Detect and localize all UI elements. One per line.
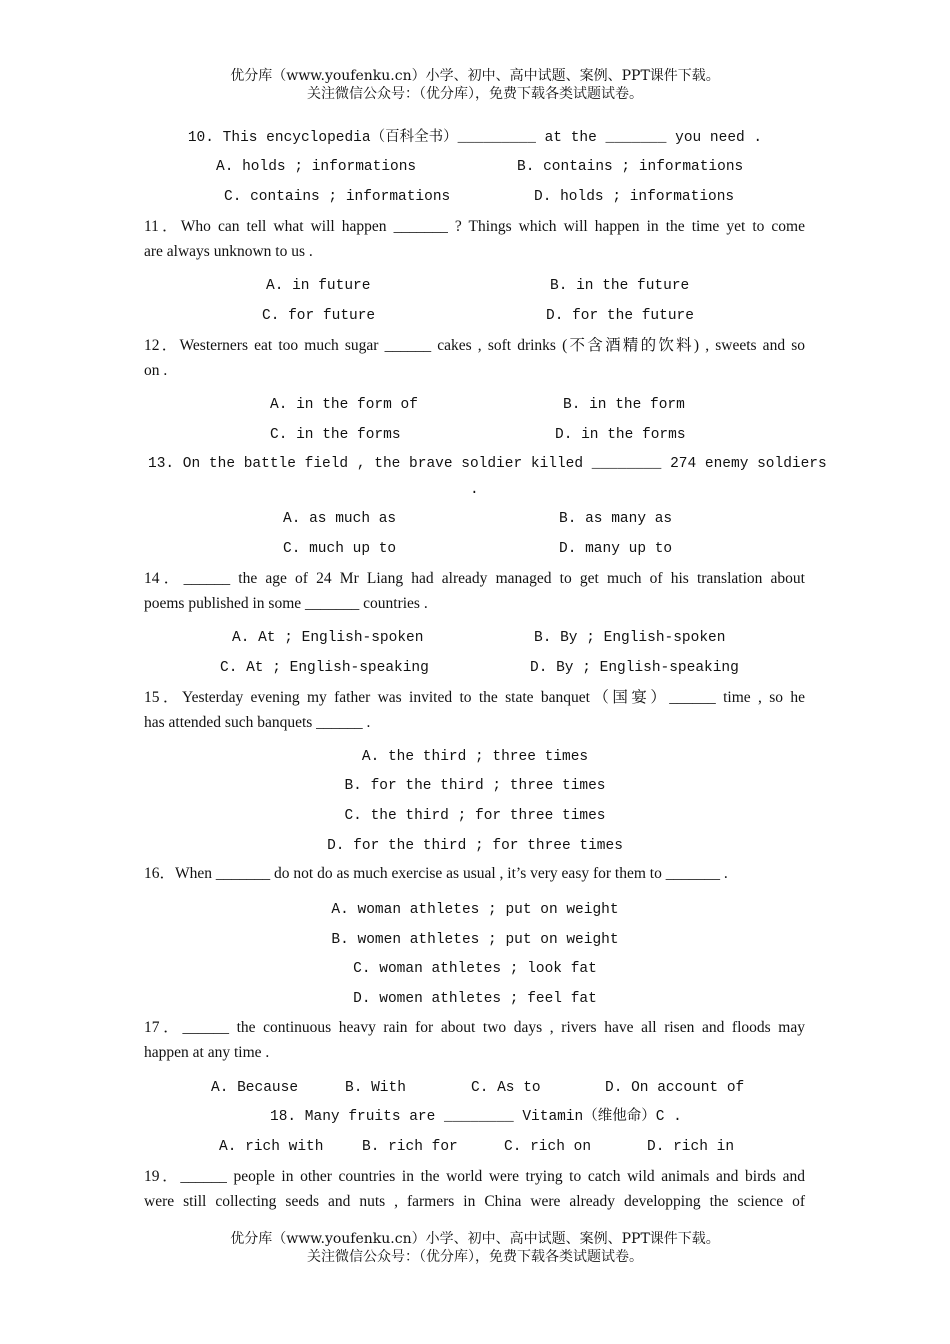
q16-option-a: A. woman athletes ; put on weight	[331, 902, 619, 918]
q16-option-c: C. woman athletes ; look fat	[353, 961, 597, 977]
q15-stem-line-2: has attended such banquets ______ .	[144, 714, 371, 731]
q12-stem	[144, 333, 805, 383]
q14-option-d: D. By ; English-speaking	[530, 660, 739, 676]
q15-option-b: B. for the third ; three times	[344, 778, 606, 794]
q16-option-d: D. women athletes ; feel fat	[353, 991, 597, 1007]
footer-line-2: 关注微信公众号：（优分库），免费下载各类试题试卷。	[307, 1249, 643, 1265]
q16-option-b: B. women athletes ; put on weight	[331, 932, 619, 948]
q10-stem: 10. This encyclopedia（百科全书）_________ at the _______ you need .	[187, 130, 763, 146]
q13-stem-end: .	[470, 482, 479, 498]
q19-stem-line-1: 19．______ people in other countries in the world were trying to catch wild animals and birds and	[144, 1168, 805, 1185]
header-line-2: 关注微信公众号：（优分库），免费下载各类试题试卷。	[307, 86, 643, 102]
q12-stem-line-2: on .	[144, 362, 168, 379]
q17-option-a: A. Because	[211, 1080, 299, 1096]
q17-stem-line-1: 17．______ the continuous heavy rain for about two days , rivers have all risen and floods may	[144, 1019, 805, 1036]
q14-option-c: C. At ; English-speaking	[220, 660, 429, 676]
q17-stem	[144, 1015, 805, 1065]
q14-stem	[144, 566, 805, 616]
q19-stem	[144, 1164, 805, 1214]
q10-option-a: A. holds ; informations	[216, 159, 417, 175]
q15-option-d: D. for the third ; for three times	[327, 838, 623, 854]
q11-stem	[144, 214, 805, 264]
q12-stem-line-1: 12．Westerners eat too much sugar ______ cakes , soft drinks (不含酒精的饮料) , sweets and so	[144, 337, 805, 354]
q15-stem-line-1: 15．Yesterday evening my father was invited to the state banquet（国宴）______ time , so he	[144, 689, 805, 706]
q12-option-d: D. in the forms	[555, 427, 686, 443]
q11-stem-line-2: are always unknown to us .	[144, 243, 313, 260]
q12-option-a: A. in the form of	[270, 397, 418, 413]
q10-option-b: B. contains ; informations	[517, 159, 744, 175]
q11-option-a: A. in future	[266, 278, 371, 294]
q14-option-b: B. By ; English-spoken	[534, 630, 726, 646]
header-line-1: 优分库（www.youfenku.cn）小学、初中、高中试题、案例、PPT课件下载。	[230, 68, 720, 84]
q12-option-c: C. in the forms	[270, 427, 401, 443]
q14-option-a: A. At ; English-spoken	[232, 630, 424, 646]
q19-stem-line-2: were still collecting seeds and nuts , farmers in China were already developping the science of	[144, 1193, 805, 1210]
footer-line-1: 优分库（www.youfenku.cn）小学、初中、高中试题、案例、PPT课件下载。	[230, 1231, 720, 1247]
q13-option-d: D. many up to	[559, 541, 673, 557]
q15-option-a: A. the third ; three times	[361, 749, 589, 765]
q13-option-b: B. as many as	[559, 511, 673, 527]
q18-option-d: D. rich in	[647, 1139, 735, 1155]
q14-stem-line-1: 14．______ the age of 24 Mr Liang had already managed to get much of his translation about	[144, 570, 805, 587]
q15-option-c: C. the third ; for three times	[344, 808, 606, 824]
page-footer	[0, 1230, 950, 1266]
q14-stem-line-2: poems published in some _______ countries .	[144, 595, 428, 612]
q12-option-b: B. in the form	[563, 397, 685, 413]
q17-option-b: B. With	[345, 1080, 406, 1096]
q16-stem: 16．When _______ do not do as much exercise as usual , it’s very easy for them to _______ .	[144, 865, 728, 882]
q18-option-c: C. rich on	[504, 1139, 592, 1155]
page-header	[0, 67, 950, 103]
q10-option-d: D. holds ; informations	[534, 189, 735, 205]
q11-option-d: D. for the future	[546, 308, 694, 324]
q18-stem: 18. Many fruits are ________ Vitamin（维他命）C .	[270, 1109, 682, 1125]
q11-option-b: B. in the future	[550, 278, 690, 294]
q13-option-a: A. as much as	[283, 511, 397, 527]
q13-option-c: C. much up to	[283, 541, 397, 557]
q15-stem	[144, 685, 805, 735]
q18-option-b: B. rich for	[362, 1139, 458, 1155]
q18-option-a: A. rich with	[219, 1139, 324, 1155]
q13-stem: 13. On the battle field , the brave soldier killed ________ 274 enemy soldiers	[148, 456, 827, 472]
q11-option-c: C. for future	[262, 308, 376, 324]
q17-stem-line-2: happen at any time .	[144, 1044, 270, 1061]
q17-option-d: D. On account of	[605, 1080, 745, 1096]
q11-stem-line-1: 11．Who can tell what will happen _______ ? Things which will happen in the time yet to come	[144, 218, 805, 235]
q17-option-c: C. As to	[471, 1080, 541, 1096]
q10-option-c: C. contains ; informations	[224, 189, 451, 205]
